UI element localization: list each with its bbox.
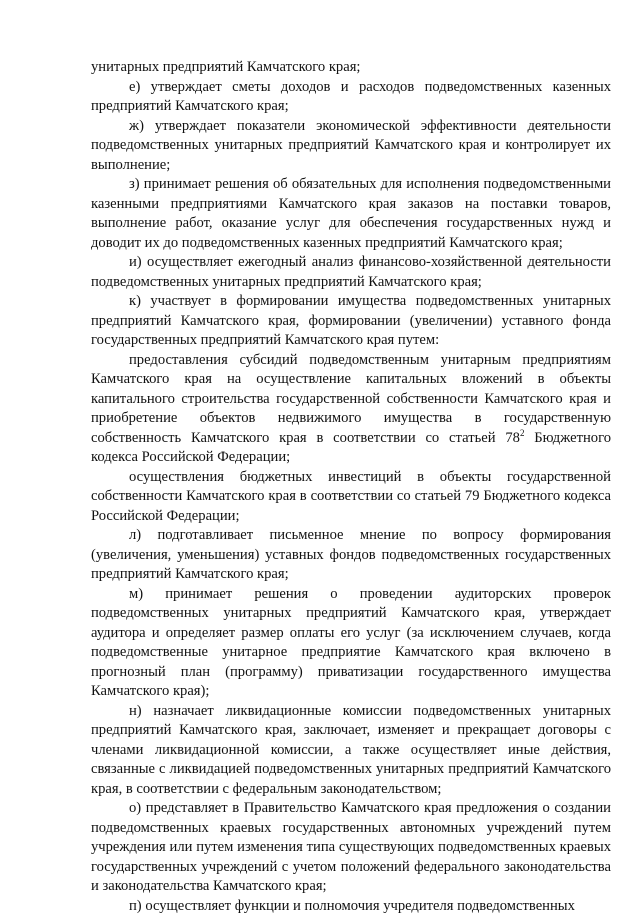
paragraph-item-o: о) представляет в Правительство Камчатского края предложения о создании подведомственных краевых государственных автономных учреждений путем учреждения или путем изменения типа существующих подведомственных краевых государственных учреждений с учетом положений федерального законодательства и законодательства Камчатского края; [91, 799, 611, 897]
paragraph-item-zh: ж) утверждает показатели экономической эффективности деятельности подведомственных унитарных предприятий Камчатского края и контролирует их выполнение; [91, 117, 611, 176]
paragraph-item-i: и) осуществляет ежегодный анализ финансово-хозяйственной деятельности подведомственных унитарных предприятий Камчатского края; [91, 253, 611, 292]
document-page [91, 58, 611, 916]
paragraph-item-k: к) участвует в формировании имущества подведомственных унитарных предприятий Камчатского края, формировании (увеличении) уставного фонда государственных предприятий Камчатского края путем: [91, 292, 611, 351]
superscript-article-index: 2 [520, 428, 525, 438]
paragraph-item-e: е) утверждает сметы доходов и расходов подведомственных казенных предприятий Камчатского края; [91, 78, 611, 117]
paragraph-item-l: л) подготавливает письменное мнение по вопросу формирования (увеличения, уменьшения) уставных фондов подведомственных государственных предприятий Камчатского края; [91, 526, 611, 585]
paragraph-item-p: п) осуществляет функции и полномочия учредителя подведомственных [91, 897, 611, 916]
paragraph-item-m: м) принимает решения о проведении аудиторских проверок подведомственных унитарных предприятий Камчатского края, утверждает аудитора и определяет размер оплаты его услуг (за исключением случаев, когда подведомственные унитарное предприятие Камчатского края включено в прогнозный план (программу) приватизации государственного имущества Камчатского края); [91, 585, 611, 702]
paragraph-subsidies: предоставления субсидий подведомственным унитарным предприятиям Камчатского края на осуществление капитальных вложений в объекты капитального строительства государственной собственности Камчатского края и приобретение объектов недвижимого имущества в государственную собственность Камчатского края в соответствии со статьей $78^2$ Бюджетного кодекса Российской Федерации; [91, 351, 611, 468]
paragraph-continuation: унитарных предприятий Камчатского края; [91, 58, 611, 78]
paragraph-item-n: н) назначает ликвидационные комиссии подведомственных унитарных предприятий Камчатского края, заключает, изменяет и прекращает договоры с членами ликвидационной комиссии, а также осуществляет иные действия, связанные с ликвидацией подведомственных унитарных предприятий Камчатского края, в соответствии с федеральным законодательством; [91, 702, 611, 800]
paragraph-item-z: з) принимает решения об обязательных для исполнения подведомственными казенными предприятиями Камчатского края заказов на поставки товаров, выполнение работ, оказание услуг для обеспечения государственных нужд и доводит их до подведомственных казенных предприятий Камчатского края; [91, 175, 611, 253]
paragraph-investments: осуществления бюджетных инвестиций в объекты государственной собственности Камчатского края в соответствии со статьей 79 Бюджетного кодекса Российской Федерации; [91, 468, 611, 527]
